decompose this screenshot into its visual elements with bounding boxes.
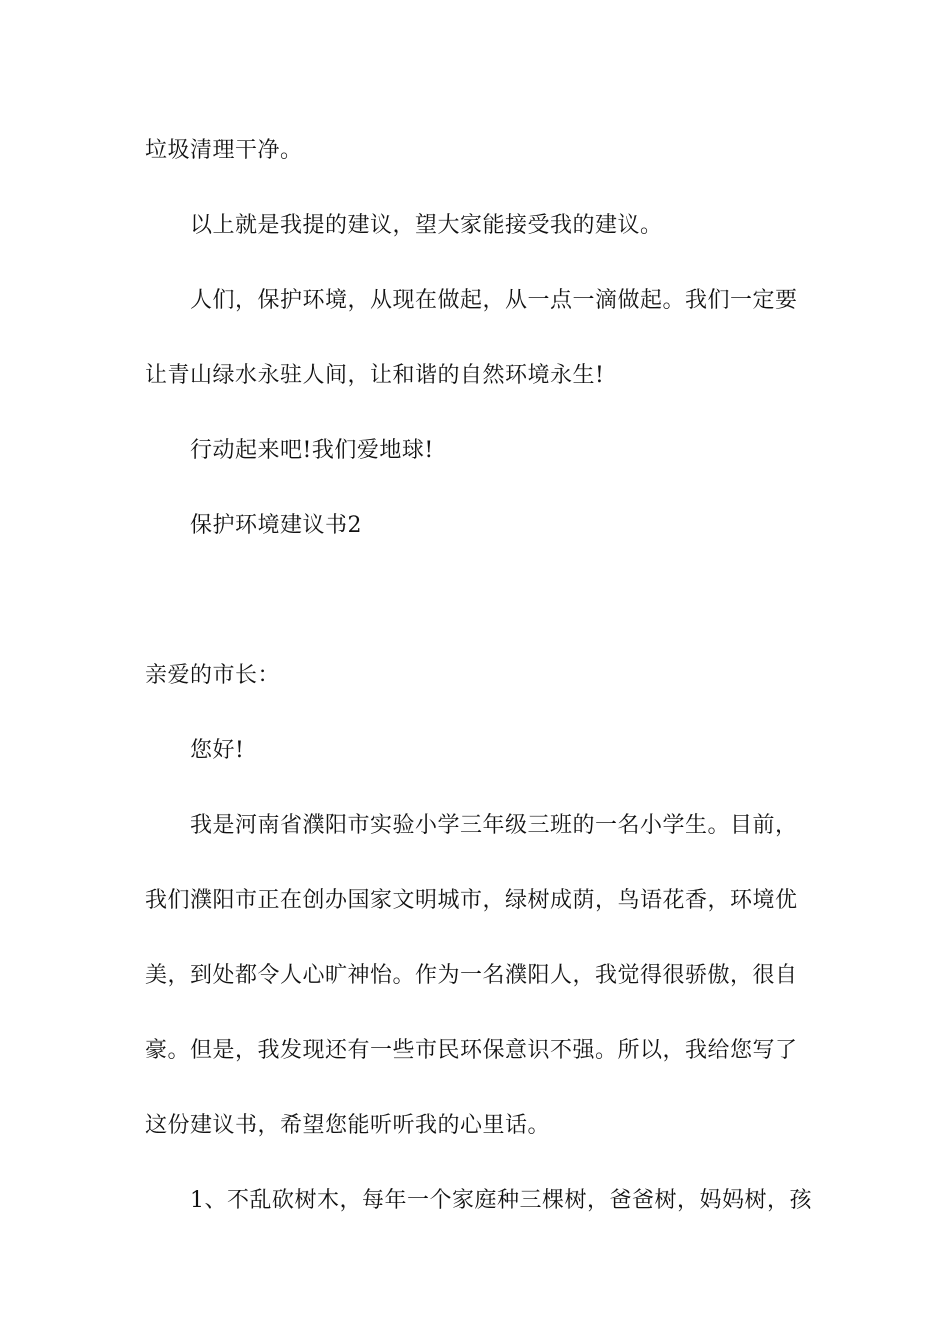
section-heading: 保护环境建议书2 (190, 513, 362, 538)
paragraph-line: 行动起来吧!我们爱地球! (190, 438, 434, 463)
salutation: 亲爱的市长： (145, 663, 281, 688)
paragraph-line: 以上就是我提的建议，望大家能接受我的建议。 (190, 213, 663, 238)
paragraph-line: 美，到处都令人心旷神怡。作为一名濮阳人，我觉得很骄傲，很自 (145, 963, 798, 988)
paragraph-line: 垃圾清理干净。 (145, 138, 303, 163)
greeting: 您好! (190, 738, 245, 763)
paragraph-line: 让青山绿水永驻人间，让和谐的自然环境永生! (145, 363, 605, 388)
paragraph-line: 这份建议书，希望您能听听我的心里话。 (145, 1113, 551, 1138)
paragraph-line: 1、不乱砍树木，每年一个家庭种三棵树，爸爸树，妈妈树，孩 (190, 1188, 812, 1213)
paragraph-line: 人们，保护环境，从现在做起，从一点一滴做起。我们一定要 (190, 288, 798, 313)
paragraph-line: 我们濮阳市正在创办国家文明城市，绿树成荫，鸟语花香，环境优 (145, 888, 798, 913)
paragraph-line: 豪。但是，我发现还有一些市民环保意识不强。所以，我给您写了 (145, 1038, 798, 1063)
paragraph-line: 我是河南省濮阳市实验小学三年级三班的一名小学生。目前， (190, 813, 798, 838)
